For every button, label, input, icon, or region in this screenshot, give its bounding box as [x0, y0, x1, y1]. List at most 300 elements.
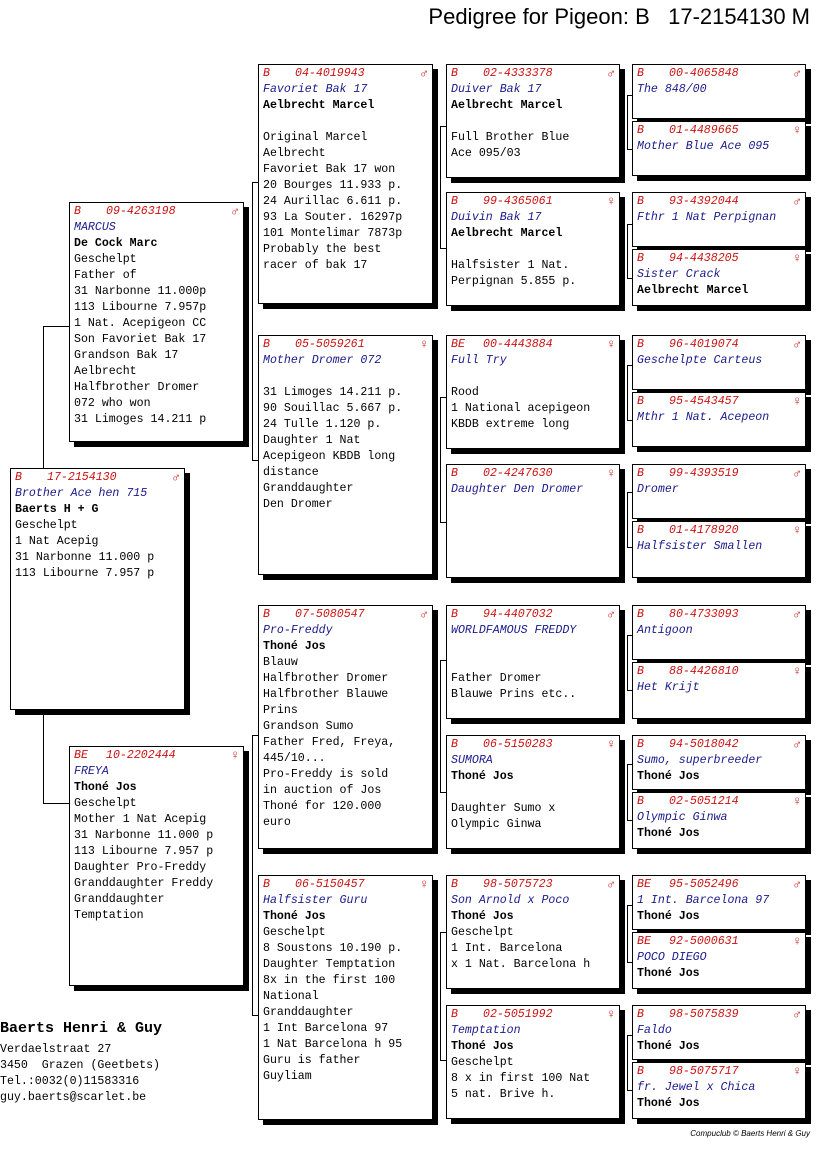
pigeon-owner: Thoné Jos	[637, 1040, 700, 1053]
info-line: Probably the best	[263, 243, 382, 256]
info-line: 8 Soustons 10.190 p.	[263, 942, 403, 955]
country-code: BE	[74, 749, 88, 762]
card-header	[637, 466, 801, 482]
pigeon-card-mother[interactable]	[69, 746, 244, 986]
pigeon-card-ggp-3[interactable]	[446, 335, 620, 449]
ring-number: 94-4407032	[483, 608, 553, 621]
blank-line	[451, 369, 615, 385]
pigeon-owner: Thoné Jos	[637, 827, 700, 840]
ring-number: 95-5052496	[669, 878, 739, 891]
info-line: Rood	[451, 386, 479, 399]
pigeon-name: Sister Crack	[637, 268, 721, 281]
info-line: 445/10...	[263, 752, 326, 765]
country-code: B	[637, 795, 644, 808]
connector-line	[252, 735, 253, 1015]
sex-symbol-icon: ♀	[420, 877, 428, 892]
info-line: Geschelpt	[74, 253, 137, 266]
ring-number: 07-5080547	[295, 608, 365, 621]
connector-line	[440, 126, 441, 248]
pigeon-card-gggp-7[interactable]	[632, 464, 806, 519]
breeder-email: guy.baerts@scarlet.be	[0, 1091, 147, 1104]
pigeon-name: fr. Jewel x Chica	[637, 1081, 756, 1094]
ring-number: 10-2202444	[106, 749, 176, 762]
info-line: Daughter 1 Nat	[263, 434, 361, 447]
pigeon-card-ggp-8[interactable]	[446, 1005, 620, 1119]
card-header	[637, 337, 801, 353]
info-line: Halfbrother Dromer	[263, 672, 389, 685]
pigeon-name: Temptation	[451, 1024, 521, 1037]
country-code: B	[637, 1065, 644, 1078]
sex-symbol-icon: ♂	[793, 1007, 801, 1022]
pigeon-card-father-mother[interactable]	[258, 335, 433, 575]
connector-line	[440, 397, 441, 522]
sex-symbol-icon: ♂	[420, 66, 428, 81]
info-line: 31 Narbonne 11.000 p	[15, 551, 155, 564]
connector-line	[627, 905, 628, 962]
ring-number: 02-5051992	[483, 1008, 553, 1021]
pigeon-card-gggp-9[interactable]	[632, 605, 806, 660]
country-code: B	[637, 467, 644, 480]
pigeon-owner: Thoné Jos	[74, 781, 137, 794]
card-header	[637, 523, 801, 539]
ring-number: 00-4443884	[483, 338, 553, 351]
pigeon-owner: Aelbrecht Marcel	[451, 99, 563, 112]
breeder-street: Verdaelstraat 27	[0, 1043, 112, 1056]
page-title: Pedigree for Pigeon: B 17-2154130 M	[428, 4, 810, 29]
card-header	[637, 66, 801, 82]
sex-symbol-icon: ♂	[793, 607, 801, 622]
blank-line	[451, 785, 615, 801]
pigeon-name: Duivin Bak 17	[451, 211, 542, 224]
breeder-phone: Tel.:0032(0)11583316	[0, 1075, 140, 1088]
country-code: B	[637, 338, 644, 351]
info-line: Geschelpt	[15, 519, 78, 532]
pigeon-card-ggp-5[interactable]	[446, 605, 620, 719]
country-code: B	[637, 195, 644, 208]
blank-line	[451, 655, 615, 671]
info-line: Daughter Pro-Freddy	[74, 861, 207, 874]
ring-number: 99-4365061	[483, 195, 553, 208]
connector-line	[252, 182, 253, 460]
connector-line	[627, 224, 628, 278]
ring-number: 93-4392044	[669, 195, 739, 208]
info-line: 1 Nat. Acepigeon CC	[74, 317, 207, 330]
country-code: B	[637, 738, 644, 751]
sex-symbol-icon: ♀	[231, 748, 239, 763]
info-line: 93 La Souter. 16297p	[263, 211, 403, 224]
card-header	[74, 204, 239, 220]
sex-symbol-icon: ♂	[172, 470, 180, 485]
ring-number: 95-4543457	[669, 395, 739, 408]
info-line: Blauwe Prins etc..	[451, 688, 577, 701]
blank-line	[451, 242, 615, 258]
sex-symbol-icon: ♀	[793, 1064, 801, 1079]
country-code: B	[637, 665, 644, 678]
country-code: B	[451, 467, 458, 480]
pigeon-name: Brother Ace hen 715	[15, 487, 148, 500]
card-header	[263, 877, 428, 893]
info-line: 8x in the first 100	[263, 974, 396, 987]
card-header	[637, 877, 801, 893]
sex-symbol-icon: ♂	[231, 204, 239, 219]
country-code: B	[637, 608, 644, 621]
pigeon-owner: Thoné Jos	[263, 640, 326, 653]
pigeon-owner: Aelbrecht Marcel	[451, 227, 563, 240]
sex-symbol-icon: ♀	[607, 1007, 615, 1022]
country-code: B	[451, 195, 458, 208]
ring-number: 09-4263198	[106, 205, 176, 218]
info-line: Halfsister 1 Nat.	[451, 259, 570, 272]
info-line: 1 National acepigeon	[451, 402, 591, 415]
country-code: B	[451, 878, 458, 891]
card-header	[637, 737, 801, 753]
country-code: B	[451, 67, 458, 80]
ring-number: 88-4426810	[669, 665, 739, 678]
info-line: Aelbrecht	[74, 365, 137, 378]
info-line: Temptation	[74, 909, 144, 922]
connector-line	[627, 95, 628, 149]
country-code: B	[263, 338, 270, 351]
pigeon-name: The 848/00	[637, 83, 707, 96]
pigeon-name: Full Try	[451, 354, 507, 367]
card-header	[637, 607, 801, 623]
pigeon-card-gggp-4[interactable]	[632, 249, 806, 306]
pigeon-name: Daughter Den Dromer	[451, 483, 584, 496]
ring-number: 99-4393519	[669, 467, 739, 480]
card-header	[451, 194, 615, 210]
card-header	[637, 394, 801, 410]
connector-line	[440, 932, 441, 1060]
sex-symbol-icon: ♀	[607, 466, 615, 481]
ring-number: 96-4019074	[669, 338, 739, 351]
info-line: Daughter Temptation	[263, 958, 396, 971]
pigeon-name: Halfsister Smallen	[637, 540, 763, 553]
pigeon-name: Mother Dromer 072	[263, 354, 382, 367]
info-line: 31 Narbonne 11.000p	[74, 285, 207, 298]
sex-symbol-icon: ♀	[607, 337, 615, 352]
info-line: Original Marcel	[263, 131, 368, 144]
ring-number: 01-4489665	[669, 124, 739, 137]
sex-symbol-icon: ♂	[793, 66, 801, 81]
connector-line	[43, 713, 44, 803]
info-line: 90 Souillac 5.667 p.	[263, 402, 403, 415]
card-header	[451, 737, 615, 753]
pigeon-card-gggp-14[interactable]	[632, 932, 806, 989]
blank-line	[451, 114, 615, 130]
info-line: euro	[263, 816, 291, 829]
sex-symbol-icon: ♀	[793, 251, 801, 266]
ring-number: 02-5051214	[669, 795, 739, 808]
pigeon-owner: Thoné Jos	[451, 770, 514, 783]
info-line: 31 Limoges 14.211 p	[74, 413, 207, 426]
connector-line	[627, 764, 628, 820]
card-header	[637, 123, 801, 139]
card-header	[451, 607, 615, 623]
info-line: Geschelpt	[263, 926, 326, 939]
country-code: B	[637, 524, 644, 537]
sex-symbol-icon: ♂	[607, 66, 615, 81]
info-line: 31 Narbonne 11.000 p	[74, 829, 214, 842]
pigeon-card-mother-mother[interactable]	[258, 875, 433, 1120]
pigeon-card-gggp-11[interactable]	[632, 735, 806, 790]
ring-number: 02-4333378	[483, 67, 553, 80]
info-line: Grandson Bak 17	[74, 349, 179, 362]
pigeon-name: Favoriet Bak 17	[263, 83, 368, 96]
info-line: 20 Bourges 11.933 p.	[263, 179, 403, 192]
info-line: in auction of Jos	[263, 784, 382, 797]
pigeon-card-gggp-13[interactable]	[632, 875, 806, 930]
pigeon-card-gggp-1[interactable]	[632, 64, 806, 119]
pigeon-card-mother-father[interactable]	[258, 605, 433, 849]
pigeon-name: Son Arnold x Poco	[451, 894, 570, 907]
pigeon-card-gggp-5[interactable]	[632, 335, 806, 390]
blank-line	[263, 114, 428, 130]
ring-number: 04-4019943	[295, 67, 365, 80]
pigeon-name: SUMORA	[451, 754, 493, 767]
ring-number: 17-2154130	[47, 471, 117, 484]
pigeon-name: Olympic Ginwa	[637, 811, 728, 824]
card-header	[15, 470, 180, 486]
card-header	[451, 1007, 615, 1023]
pigeon-owner: Thoné Jos	[637, 770, 700, 783]
card-header	[451, 66, 615, 82]
info-line: Blauw	[263, 656, 298, 669]
connector-line	[43, 326, 70, 327]
info-line: Geschelpt	[451, 926, 514, 939]
info-line: Thoné for 120.000	[263, 800, 382, 813]
sex-symbol-icon: ♂	[793, 194, 801, 209]
blank-line	[451, 639, 615, 655]
pigeon-name: Geschelpte Carteus	[637, 354, 763, 367]
country-code: B	[637, 395, 644, 408]
pigeon-name: Dromer	[637, 483, 679, 496]
card-header	[637, 1007, 801, 1023]
card-header	[637, 794, 801, 810]
ring-number: 06-5150283	[483, 738, 553, 751]
info-line: Halfbrother Dromer	[74, 381, 200, 394]
pigeon-name: POCO DIEGO	[637, 951, 707, 964]
info-line: Son Favoriet Bak 17	[74, 333, 207, 346]
sex-symbol-icon: ♀	[793, 664, 801, 679]
country-code: BE	[637, 935, 651, 948]
country-code: B	[15, 471, 22, 484]
blank-line	[263, 369, 428, 385]
info-line: 5 nat. Brive h.	[451, 1088, 556, 1101]
ring-number: 92-5000631	[669, 935, 739, 948]
pigeon-name: Fthr 1 Nat Perpignan	[637, 211, 777, 224]
pigeon-name: FREYA	[74, 765, 109, 778]
info-line: Mother 1 Nat Acepig	[74, 813, 207, 826]
info-line: Geschelpt	[451, 1056, 514, 1069]
pigeon-name: Pro-Freddy	[263, 624, 333, 637]
info-line: Prins	[263, 704, 298, 717]
info-line: 113 Libourne 7.957 p	[15, 567, 155, 580]
ring-number: 98-5075717	[669, 1065, 739, 1078]
pigeon-name: Het Krijt	[637, 681, 700, 694]
sex-symbol-icon: ♀	[793, 794, 801, 809]
connector-line	[43, 803, 70, 804]
info-line: 113 Libourne 7.957 p	[74, 845, 214, 858]
sex-symbol-icon: ♂	[793, 737, 801, 752]
info-line: Olympic Ginwa	[451, 818, 542, 831]
card-header	[74, 748, 239, 764]
info-line: Grandson Sumo	[263, 720, 354, 733]
info-line: Daughter Sumo x	[451, 802, 556, 815]
info-line: 24 Aurillac 6.611 p.	[263, 195, 403, 208]
pigeon-owner: Thoné Jos	[637, 910, 700, 923]
card-header	[637, 1064, 801, 1080]
info-line: Favoriet Bak 17 won	[263, 163, 396, 176]
pigeon-name: Mother Blue Ace 095	[637, 140, 770, 153]
pigeon-card-gggp-2[interactable]	[632, 121, 806, 176]
info-line: Halfbrother Blauwe	[263, 688, 389, 701]
card-header	[637, 251, 801, 267]
country-code: B	[451, 1008, 458, 1021]
sex-symbol-icon: ♂	[607, 607, 615, 622]
pigeon-card-gggp-3[interactable]	[632, 192, 806, 247]
pigeon-card-gggp-6[interactable]	[632, 392, 806, 447]
ring-number: 98-5075723	[483, 878, 553, 891]
country-code: B	[451, 738, 458, 751]
info-line: Den Dromer	[263, 498, 333, 511]
info-line: x 1 Nat. Barcelona h	[451, 958, 591, 971]
pigeon-card-ggp-1[interactable]	[446, 64, 620, 178]
info-line: 8 x in first 100 Nat	[451, 1072, 591, 1085]
pigeon-name: Mthr 1 Nat. Acepeon	[637, 411, 770, 424]
info-line: Guru is father	[263, 1054, 361, 1067]
connector-line	[43, 326, 44, 469]
sex-symbol-icon: ♂	[420, 607, 428, 622]
country-code: B	[263, 878, 270, 891]
info-line: Full Brother Blue	[451, 131, 570, 144]
pigeon-owner: Aelbrecht Marcel	[637, 284, 749, 297]
info-line: Perpignan 5.855 p.	[451, 275, 577, 288]
pigeon-name: Sumo, superbreeder	[637, 754, 763, 767]
sex-symbol-icon: ♀	[607, 194, 615, 209]
info-line: 1 Nat Barcelona h 95	[263, 1038, 403, 1051]
pigeon-card-ggp-2[interactable]	[446, 192, 620, 306]
info-line: Acepigeon KBDB long	[263, 450, 396, 463]
pigeon-owner: Thoné Jos	[451, 910, 514, 923]
info-line: 101 Montelimar 7873p	[263, 227, 403, 240]
connector-line	[627, 1035, 628, 1090]
info-line: National	[263, 990, 319, 1003]
country-code: BE	[451, 338, 465, 351]
country-code: B	[637, 67, 644, 80]
pigeon-name: WORLDFAMOUS FREDDY	[451, 624, 577, 637]
country-code: B	[263, 608, 270, 621]
pigeon-owner: Thoné Jos	[263, 910, 326, 923]
country-code: BE	[637, 878, 651, 891]
info-line: Granddaughter	[263, 482, 354, 495]
sex-symbol-icon: ♂	[793, 877, 801, 892]
sex-symbol-icon: ♀	[793, 934, 801, 949]
connector-line	[627, 635, 628, 690]
sex-symbol-icon: ♀	[420, 337, 428, 352]
info-line: 1 Int Barcelona 97	[263, 1022, 389, 1035]
country-code: B	[74, 205, 81, 218]
info-line: 24 Tulle 1.120 p.	[263, 418, 382, 431]
sex-symbol-icon: ♂	[793, 466, 801, 481]
ring-number: 80-4733093	[669, 608, 739, 621]
info-line: Ace 095/03	[451, 147, 521, 160]
connector-line	[627, 365, 628, 420]
connector-line	[440, 660, 441, 792]
pigeon-name: Halfsister Guru	[263, 894, 368, 907]
card-header	[263, 607, 428, 623]
pigeon-card-gggp-12[interactable]	[632, 792, 806, 849]
info-line: 1 Nat Acepig	[15, 535, 99, 548]
ring-number: 94-5018042	[669, 738, 739, 751]
ring-number: 00-4065848	[669, 67, 739, 80]
pigeon-name: 1 Int. Barcelona 97	[637, 894, 770, 907]
card-header	[451, 466, 615, 482]
pigeon-owner: Baerts H + G	[15, 503, 99, 516]
pigeon-name: MARCUS	[74, 221, 116, 234]
country-code: B	[637, 1008, 644, 1021]
info-line: Geschelpt	[74, 797, 137, 810]
pigeon-name: Faldo	[637, 1024, 672, 1037]
pigeon-card-subject[interactable]	[10, 468, 185, 710]
sex-symbol-icon: ♀	[607, 737, 615, 752]
info-line: 31 Limoges 14.211 p.	[263, 386, 403, 399]
info-line: Aelbrecht	[263, 147, 326, 160]
pigeon-card-ggp-6[interactable]	[446, 735, 620, 849]
ring-number: 94-4438205	[669, 252, 739, 265]
pigeon-name: Duiver Bak 17	[451, 83, 542, 96]
pigeon-card-ggp-7[interactable]	[446, 875, 620, 989]
pigeon-card-father[interactable]	[69, 202, 244, 442]
pigeon-owner: Aelbrecht Marcel	[263, 99, 375, 112]
info-line: Granddaughter	[263, 1006, 354, 1019]
pigeon-card-father-father[interactable]	[258, 64, 433, 304]
ring-number: 01-4178920	[669, 524, 739, 537]
pigeon-name: Antigoon	[637, 624, 693, 637]
pigeon-card-gggp-15[interactable]	[632, 1005, 806, 1060]
sex-symbol-icon: ♂	[607, 877, 615, 892]
sex-symbol-icon: ♀	[793, 123, 801, 138]
info-line: KBDB extreme long	[451, 418, 570, 431]
ring-number: 06-5150457	[295, 878, 365, 891]
card-header	[637, 934, 801, 950]
pigeon-card-gggp-16[interactable]	[632, 1062, 806, 1119]
pigeon-owner: Thoné Jos	[637, 1097, 700, 1110]
card-header	[637, 664, 801, 680]
card-header	[637, 194, 801, 210]
pigeon-owner: Thoné Jos	[451, 1040, 514, 1053]
breeder-city: 3450 Grazen (Geetbets)	[0, 1059, 161, 1072]
country-code: B	[263, 67, 270, 80]
info-line: 072 who won	[74, 397, 151, 410]
breeder-info	[0, 1020, 162, 1106]
info-line: 113 Libourne 7.957p	[74, 301, 207, 314]
info-line: racer of bak 17	[263, 259, 368, 272]
pigeon-card-gggp-10[interactable]	[632, 662, 806, 719]
footer-copyright: Compuclub © Baerts Henri & Guy	[690, 1129, 810, 1138]
sex-symbol-icon: ♂	[793, 337, 801, 352]
country-code: B	[637, 124, 644, 137]
ring-number: 05-5059261	[295, 338, 365, 351]
pigeon-card-gggp-8[interactable]	[632, 521, 806, 578]
country-code: B	[451, 608, 458, 621]
info-line: 1 Int. Barcelona	[451, 942, 563, 955]
card-header	[451, 337, 615, 353]
pigeon-card-ggp-4[interactable]	[446, 464, 620, 578]
pigeon-owner: Thoné Jos	[637, 967, 700, 980]
card-header	[263, 66, 428, 82]
pigeon-owner: De Cock Marc	[74, 237, 158, 250]
sex-symbol-icon: ♀	[793, 394, 801, 409]
